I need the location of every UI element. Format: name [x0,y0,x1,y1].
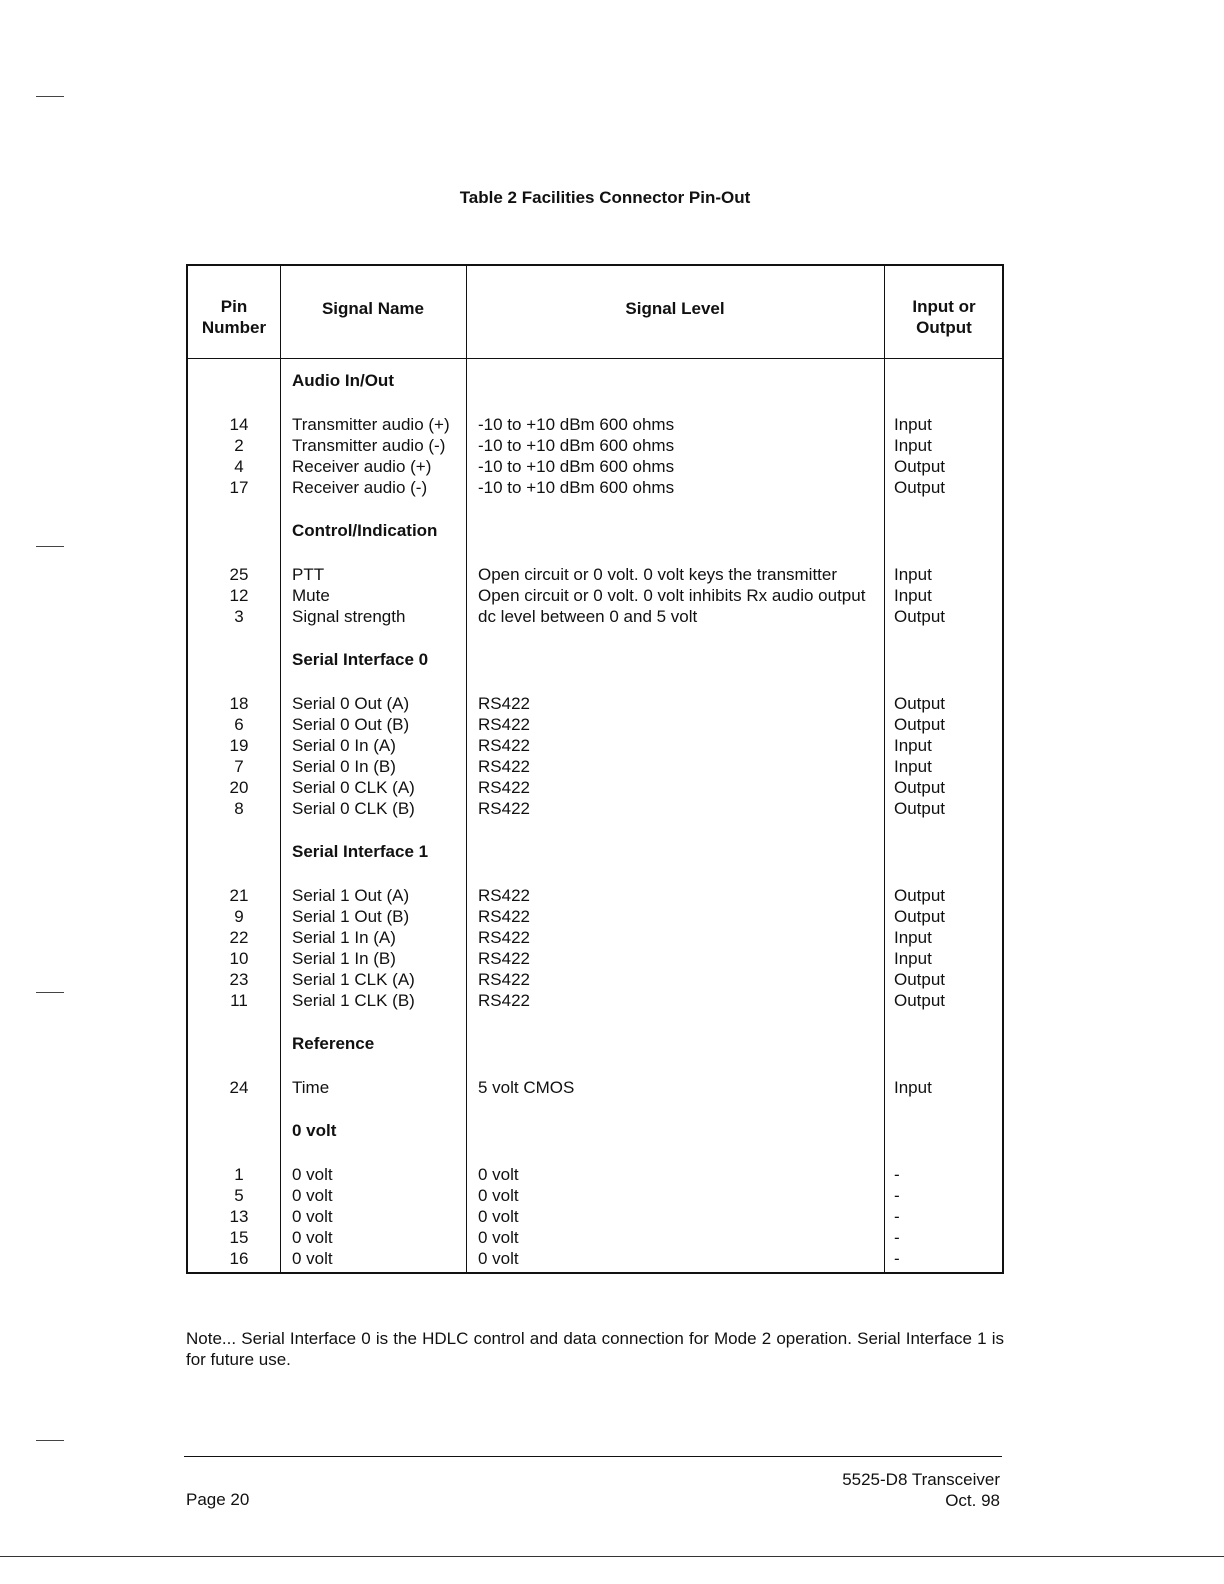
header-io-line2: Output [916,318,972,337]
signal-level-cell: 0 volt [478,1165,519,1184]
pin-cell: 19 [229,736,249,755]
signal-name-cell: Serial 0 In (A) [292,736,396,755]
pin-cell: 17 [229,478,249,497]
table-row [188,414,1002,435]
table-row [188,477,1002,498]
io-cell: Input [894,565,932,584]
header-input-output [884,296,1004,338]
io-cell: Output [894,457,946,476]
pin-cell: 20 [229,778,249,797]
pin-cell: 13 [229,1207,249,1226]
table-row [188,735,1002,756]
table-row [188,1206,1002,1227]
pin-cell: 4 [234,457,244,476]
signal-level-cell: 5 volt CMOS [478,1078,575,1097]
section-title: 0 volt [292,1121,337,1140]
signal-name-cell: Time [292,1078,330,1097]
table-row [188,756,1002,777]
footnote: Note... Serial Interface 0 is the HDLC control and data connection for Mode 2 operation. Serial Interface 1 is for future use. [186,1329,1004,1369]
signal-name-cell: PTT [292,565,325,584]
signal-name-cell: 0 volt [292,1165,333,1184]
io-cell: Output [894,907,946,926]
signal-name-cell: Serial 0 Out (A) [292,694,410,713]
table-row [188,564,1002,585]
io-cell: Input [894,1078,932,1097]
io-cell: Output [894,799,946,818]
io-cell: - [894,1249,900,1268]
header-pin-line1: Pin [220,297,248,316]
footer-info [842,1469,1000,1511]
table-row [188,1164,1002,1185]
table-row [188,435,1002,456]
signal-level-cell: dc level between 0 and 5 volt [478,607,698,626]
header-io-line1: Input or [912,297,976,316]
pinout-table [186,264,1004,1274]
pin-cell: 15 [229,1228,249,1247]
signal-level-cell: RS422 [478,757,530,776]
io-cell: Output [894,778,946,797]
signal-name-cell: Serial 0 CLK (A) [292,778,415,797]
io-cell: - [894,1165,900,1184]
io-cell: Input [894,949,932,968]
io-cell: Output [894,991,946,1010]
table-row [188,885,1002,906]
signal-name-cell: Serial 0 Out (B) [292,715,410,734]
table-row [188,714,1002,735]
signal-name-cell: Serial 0 CLK (B) [292,799,415,818]
signal-name-cell: Receiver audio (-) [292,478,428,497]
header-pin-line2: Number [201,318,267,337]
signal-level-cell: Open circuit or 0 volt. 0 volt inhibits Rx audio output [478,586,866,605]
page-number: Page 20 [186,1490,250,1509]
pin-cell: 10 [229,949,249,968]
pin-cell: 6 [234,715,244,734]
table-row [188,1185,1002,1206]
pin-cell: 12 [229,586,249,605]
pin-cell: 1 [234,1165,244,1184]
signal-level-cell: 0 volt [478,1228,519,1247]
header-pin-number [188,296,280,338]
signal-level-cell: -10 to +10 dBm 600 ohms [478,478,675,497]
signal-name-cell: Serial 1 CLK (A) [292,970,415,989]
io-cell: Output [894,694,946,713]
signal-name-cell: 0 volt [292,1186,333,1205]
scan-edge-line [0,1556,1224,1557]
pin-cell: 23 [229,970,249,989]
signal-name-cell: Serial 1 In (B) [292,949,396,968]
signal-level-cell: -10 to +10 dBm 600 ohms [478,415,675,434]
pin-cell: 24 [229,1078,249,1097]
margin-mark [36,96,64,97]
signal-name-cell: 0 volt [292,1228,333,1247]
signal-level-cell: -10 to +10 dBm 600 ohms [478,457,675,476]
section-title: Serial Interface 1 [292,842,429,861]
signal-name-cell: Mute [292,586,330,605]
pin-cell: 18 [229,694,249,713]
signal-level-cell: Open circuit or 0 volt. 0 volt keys the transmitter [478,565,838,584]
signal-level-cell: RS422 [478,991,530,1010]
pin-cell: 5 [234,1186,244,1205]
section-title: Serial Interface 0 [292,650,429,669]
signal-level-cell: RS422 [478,928,530,947]
pin-cell: 3 [234,607,244,626]
signal-name-cell: Serial 1 In (A) [292,928,396,947]
io-cell: - [894,1228,900,1247]
signal-level-cell: RS422 [478,907,530,926]
signal-level-cell: 0 volt [478,1249,519,1268]
io-cell: Output [894,607,946,626]
io-cell: Output [894,886,946,905]
signal-level-cell: RS422 [478,715,530,734]
signal-level-cell: 0 volt [478,1186,519,1205]
table-row [188,906,1002,927]
signal-name-cell: Transmitter audio (+) [292,415,450,434]
pin-cell: 14 [229,415,249,434]
pin-cell: 25 [229,565,249,584]
io-cell: - [894,1186,900,1205]
io-cell: Output [894,715,946,734]
footer-rule [184,1456,1002,1457]
product-name: 5525-D8 Transceiver [842,1470,1000,1489]
table-row [188,456,1002,477]
table-row [188,1248,1002,1269]
signal-level-cell: RS422 [478,736,530,755]
signal-name-cell: Serial 0 In (B) [292,757,396,776]
signal-name-cell: Receiver audio (+) [292,457,432,476]
table-row [188,969,1002,990]
io-cell: Input [894,736,932,755]
signal-level-cell: -10 to +10 dBm 600 ohms [478,436,675,455]
table-row [188,606,1002,627]
table-row [188,948,1002,969]
section-title: Audio In/Out [292,371,394,390]
io-cell: Output [894,478,946,497]
pin-cell: 7 [234,757,244,776]
table-row [188,798,1002,819]
table-row [188,1227,1002,1248]
io-cell: Output [894,970,946,989]
header-divider [188,358,1002,359]
signal-name-cell: 0 volt [292,1249,333,1268]
table-row [188,927,1002,948]
io-cell: Input [894,415,932,434]
signal-level-cell: RS422 [478,799,530,818]
signal-level-cell: RS422 [478,970,530,989]
section-title: Reference [292,1034,375,1053]
signal-name-cell: 0 volt [292,1207,333,1226]
pin-cell: 16 [229,1249,249,1268]
pin-cell: 8 [234,799,244,818]
io-cell: Input [894,757,932,776]
pin-cell: 22 [229,928,249,947]
margin-mark [36,992,64,993]
pin-cell: 21 [229,886,249,905]
pin-cell: 11 [230,991,248,1010]
signal-name-cell: Serial 1 CLK (B) [292,991,415,1010]
io-cell: Input [894,436,932,455]
margin-mark [36,546,64,547]
signal-level-cell: 0 volt [478,1207,519,1226]
table-row [188,990,1002,1011]
margin-mark [36,1440,64,1441]
signal-name-cell: Signal strength [292,607,406,626]
signal-level-cell: RS422 [478,778,530,797]
signal-level-cell: RS422 [478,694,530,713]
pin-cell: 9 [234,907,244,926]
io-cell: - [894,1207,900,1226]
pin-cell: 2 [234,436,244,455]
publish-date: Oct. 98 [945,1491,1000,1510]
signal-level-cell: RS422 [478,886,530,905]
table-caption: Table 2 Facilities Connector Pin-Out [459,188,751,207]
signal-name-cell: Serial 1 Out (B) [292,907,410,926]
io-cell: Input [894,586,932,605]
header-signal-name: Signal Name [321,299,425,318]
signal-level-cell: RS422 [478,949,530,968]
table-row [188,1077,1002,1098]
io-cell: Input [894,928,932,947]
table-row [188,693,1002,714]
table-row [188,585,1002,606]
signal-name-cell: Transmitter audio (-) [292,436,446,455]
header-signal-level: Signal Level [625,299,725,318]
signal-name-cell: Serial 1 Out (A) [292,886,410,905]
section-title: Control/Indication [292,521,438,540]
table-row [188,777,1002,798]
